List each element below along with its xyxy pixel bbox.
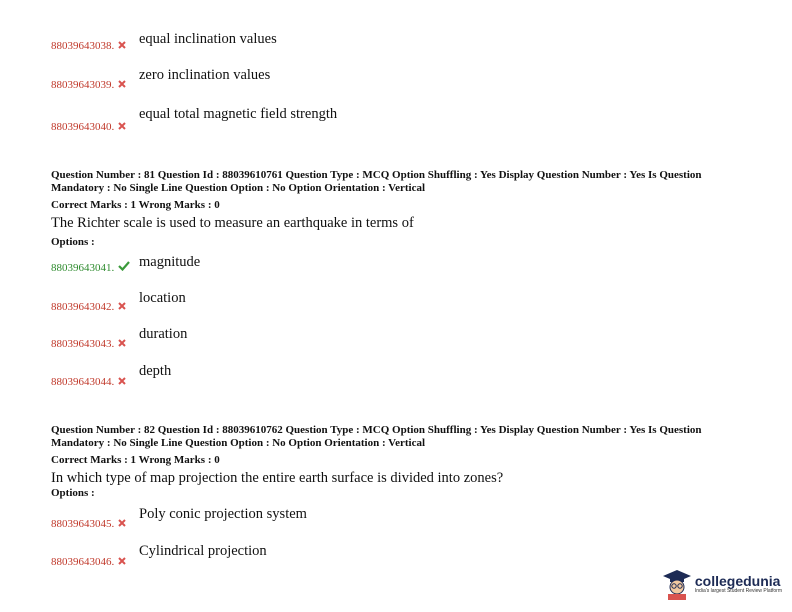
option-text: equal total magnetic field strength	[139, 106, 338, 122]
option-id: 88039643040.	[51, 121, 115, 133]
option-row	[51, 552, 126, 570]
option-id: 88039643038.	[51, 40, 115, 52]
option-row	[51, 297, 126, 315]
marks-info: Correct Marks : 1 Wrong Marks : 0	[51, 454, 220, 466]
option-row	[51, 258, 130, 276]
option-text: Poly conic projection system	[139, 506, 307, 522]
collegedunia-logo	[662, 568, 782, 600]
checkmark-icon	[118, 258, 130, 276]
question-text: The Richter scale is used to measure an earthquake in terms of	[51, 215, 414, 231]
option-row	[51, 117, 126, 135]
option-text: duration	[139, 326, 188, 342]
cross-icon	[118, 75, 126, 93]
option-row	[51, 75, 126, 93]
cross-icon	[118, 514, 126, 532]
logo-tagline: India's largest Student Review Platform	[694, 588, 782, 594]
option-text: Cylindrical projection	[139, 543, 267, 559]
graduate-mascot-icon	[662, 568, 692, 600]
option-id: 88039643046.	[51, 556, 115, 568]
option-row	[51, 514, 126, 532]
cross-icon	[118, 117, 126, 135]
option-text: magnitude	[139, 254, 201, 270]
option-text: depth	[139, 363, 172, 379]
options-label: Options :	[51, 236, 95, 248]
option-row	[51, 372, 126, 390]
question-text: In which type of map projection the entire earth surface is divided into zones?	[51, 470, 504, 486]
options-label: Options :	[51, 487, 95, 499]
option-text: zero inclination values	[139, 67, 271, 83]
cross-icon	[118, 552, 126, 570]
option-id: 88039643044.	[51, 376, 115, 388]
option-id: 88039643039.	[51, 79, 115, 91]
cross-icon	[118, 334, 126, 352]
question-meta: Question Number : 81 Question Id : 88039610761 Question Type : MCQ Option Shuffling : Yes Display Question Number : Yes Is Question Mandatory : No Single Line Question Option : No Option Orientation : Vertical	[51, 169, 702, 194]
question-meta: Question Number : 82 Question Id : 88039610762 Question Type : MCQ Option Shuffling : Yes Display Question Number : Yes Is Question Mandatory : No Single Line Question Option : No Option Orientation : Vertical	[51, 424, 702, 449]
option-id: 88039643041.	[51, 262, 115, 274]
cross-icon	[118, 36, 126, 54]
option-id: 88039643043.	[51, 338, 115, 350]
option-row	[51, 334, 126, 352]
option-row	[51, 36, 126, 54]
marks-info: Correct Marks : 1 Wrong Marks : 0	[51, 199, 220, 211]
option-id: 88039643042.	[51, 301, 115, 313]
option-text: equal inclination values	[139, 31, 277, 47]
option-id: 88039643045.	[51, 518, 115, 530]
cross-icon	[118, 297, 126, 315]
cross-icon	[118, 372, 126, 390]
logo-name: collegedunia	[694, 573, 781, 589]
option-text: location	[139, 290, 186, 306]
